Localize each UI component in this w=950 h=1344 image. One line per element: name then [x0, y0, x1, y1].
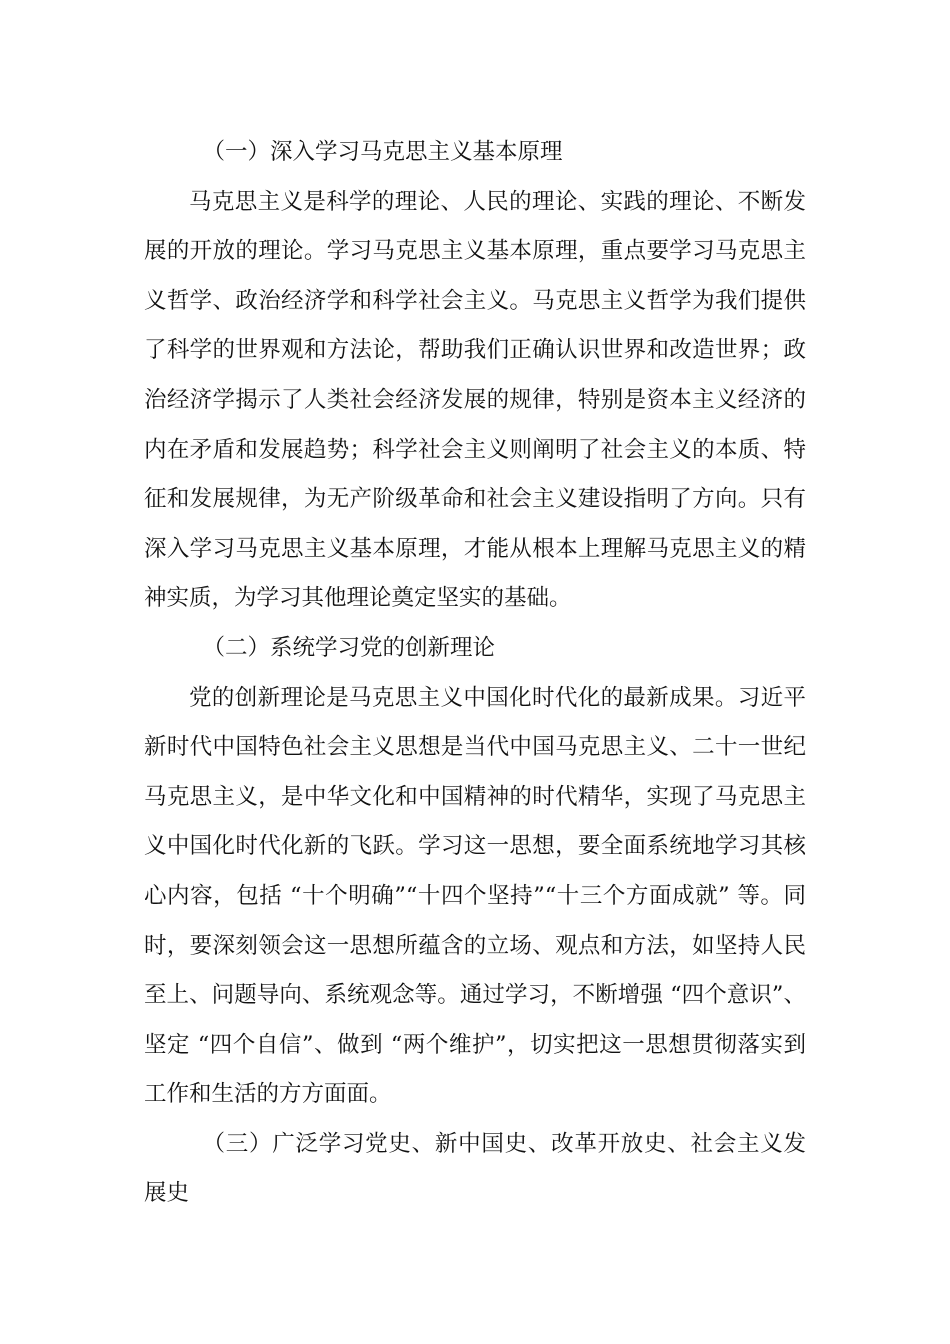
- section-paragraph-2: 党的创新理论是马克思主义中国化时代化的最新成果。习近平新时代中国特色社会主义思想是当代中国马克思主义、二十一世纪马克思主义，是中华文化和中国精神的时代精华，实现了马克思主义中国化时代化新的飞跃。学习这一思想，要全面系统地学习其核心内容，包括 “十个明确”“十四个坚持”“十三个方面成就” 等。同时，要深刻领会这一思想所蕴含的立场、观点和方法，如坚持人民至上、问题导向、系统观念等。通过学习，不断增强 “四个意识”、坚定 “四个自信”、做到 “两个维护”，切实把这一思想贯彻落实到工作和生活的方方面面。: [144, 684, 806, 1108]
- section-paragraph-1: 马克思主义是科学的理论、人民的理论、实践的理论、不断发展的开放的理论。学习马克思主义基本原理，重点要学习马克思主义哲学、政治经济学和科学社会主义。马克思主义哲学为我们提供了科学的世界观和方法论，帮助我们正确认识世界和改造世界；政治经济学揭示了人类社会经济发展的规律，特别是资本主义经济的内在矛盾和发展趋势；科学社会主义则阐明了社会主义的本质、特征和发展规律，为无产阶级革命和社会主义建设指明了方向。只有深入学习马克思主义基本原理，才能从根本上理解马克思主义的精神实质，为学习其他理论奠定坚实的基础。: [144, 188, 806, 612]
- section-heading-3: （三）广泛学习党史、新中国史、改革开放史、社会主义发展史: [144, 1130, 806, 1207]
- section-heading-1: （一）深入学习马克思主义基本原理: [202, 139, 563, 165]
- section-heading-2: （二）系统学习党的创新理论: [202, 634, 496, 661]
- document-body: [144, 128, 806, 1219]
